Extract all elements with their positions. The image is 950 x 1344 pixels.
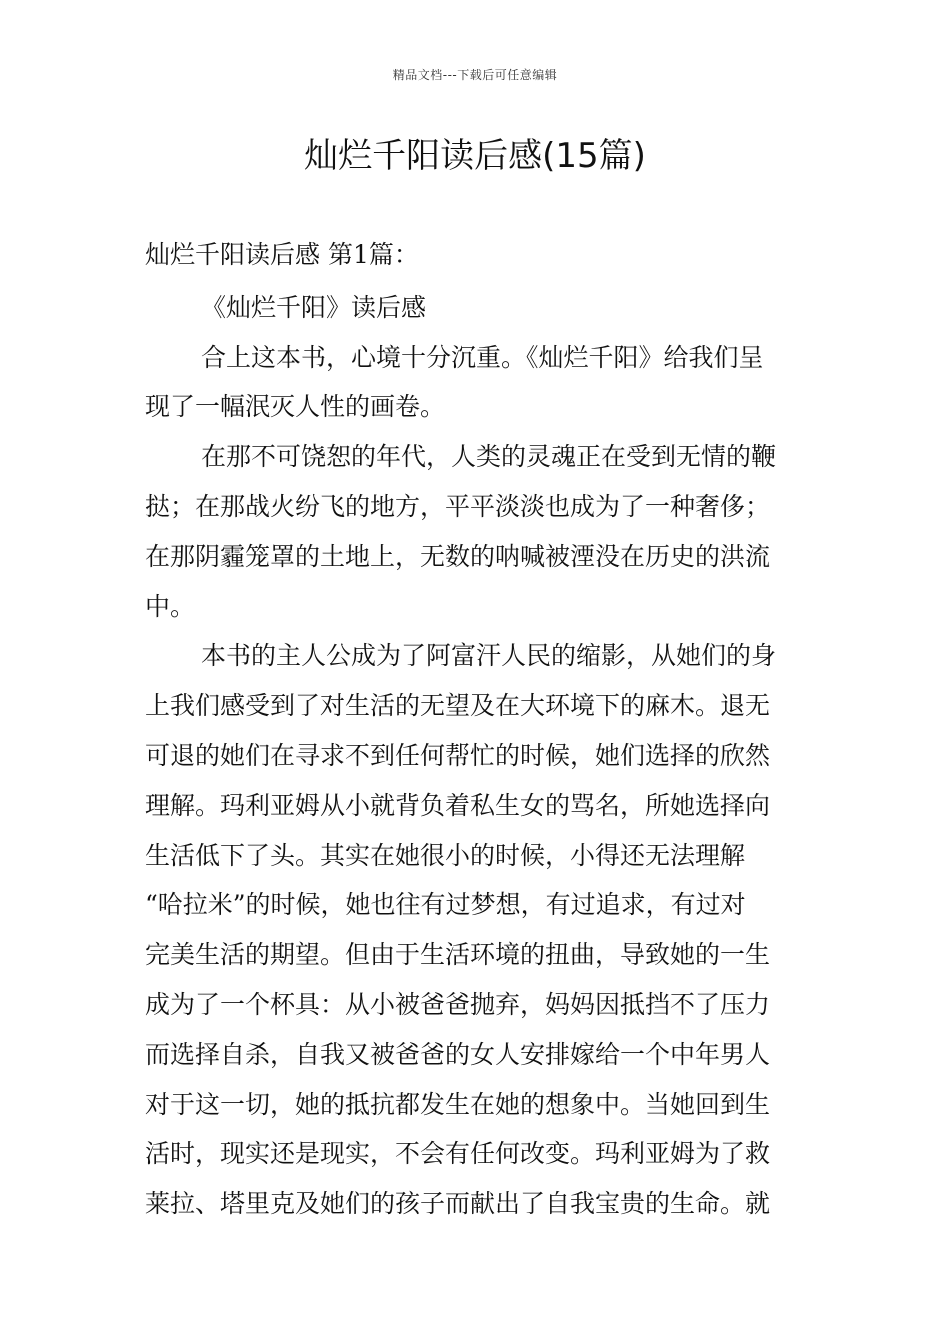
paragraph-line: 完美生活的期望。但由于生活环境的扭曲，导致她的一生 — [145, 940, 771, 970]
header-note: 精品文档---下载后可任意编辑 — [392, 68, 558, 82]
paragraph-line: 理解。玛利亚姆从小就背负着私生女的骂名，所她选择向 — [145, 790, 771, 820]
paragraph-2 — [145, 432, 805, 631]
paragraph-3 — [145, 631, 805, 1229]
paragraph-line: 现了一幅泯灭人性的画卷。 — [145, 392, 446, 422]
paragraph-line: 成为了一个杯具：从小被爸爸抛弃，妈妈因抵挡不了压力 — [145, 989, 771, 1019]
paragraph-line: 生活低下了头。其实在她很小的时候，小得还无法理解 — [145, 840, 746, 870]
paragraph-line: 中。 — [145, 591, 196, 621]
paragraph-line: 挞；在那战火纷飞的地方，平平淡淡也成为了一种奢侈； — [145, 491, 771, 521]
paragraph-line: 上我们感受到了对生活的无望及在大环境下的麻木。退无 — [145, 691, 771, 721]
section-heading: 灿烂千阳读后感 第1篇： — [145, 240, 419, 269]
paragraph-line: 对于这一切，她的抵抗都发生在她的想象中。当她回到生 — [145, 1089, 771, 1119]
paragraph-line: “哈拉米”的时候，她也往有过梦想，有过追求，有过对 — [145, 890, 746, 920]
paragraph-line: 莱拉、塔里克及她们的孩子而献出了自我宝贵的生命。就 — [145, 1189, 771, 1219]
paragraph-line: 可退的她们在寻求不到任何帮忙的时候，她们选择的欣然 — [145, 740, 771, 770]
paragraph-1 — [145, 333, 805, 433]
subtitle: 《灿烂千阳》读后感 — [201, 292, 427, 322]
paragraph-line: 而选择自杀，自我又被爸爸的女人安排嫁给一个中年男人 — [145, 1039, 771, 1069]
document-body — [145, 230, 805, 1229]
paragraph-line: 在那不可饶恕的年代，人类的灵魂正在受到无情的鞭 — [201, 442, 777, 472]
paragraph-line: 在那阴霾笼罩的土地上，无数的呐喊被湮没在历史的洪流 — [145, 541, 771, 571]
paragraph-line: 活时，现实还是现实，不会有任何改变。玛利亚姆为了救 — [145, 1139, 771, 1169]
paragraph-line: 合上这本书，心境十分沉重。《灿烂千阳》给我们呈 — [201, 342, 764, 372]
paragraph-line: 本书的主人公成为了阿富汗人民的缩影，从她们的身 — [201, 641, 777, 671]
page-title: 灿烂千阳读后感(15篇) — [304, 136, 646, 176]
